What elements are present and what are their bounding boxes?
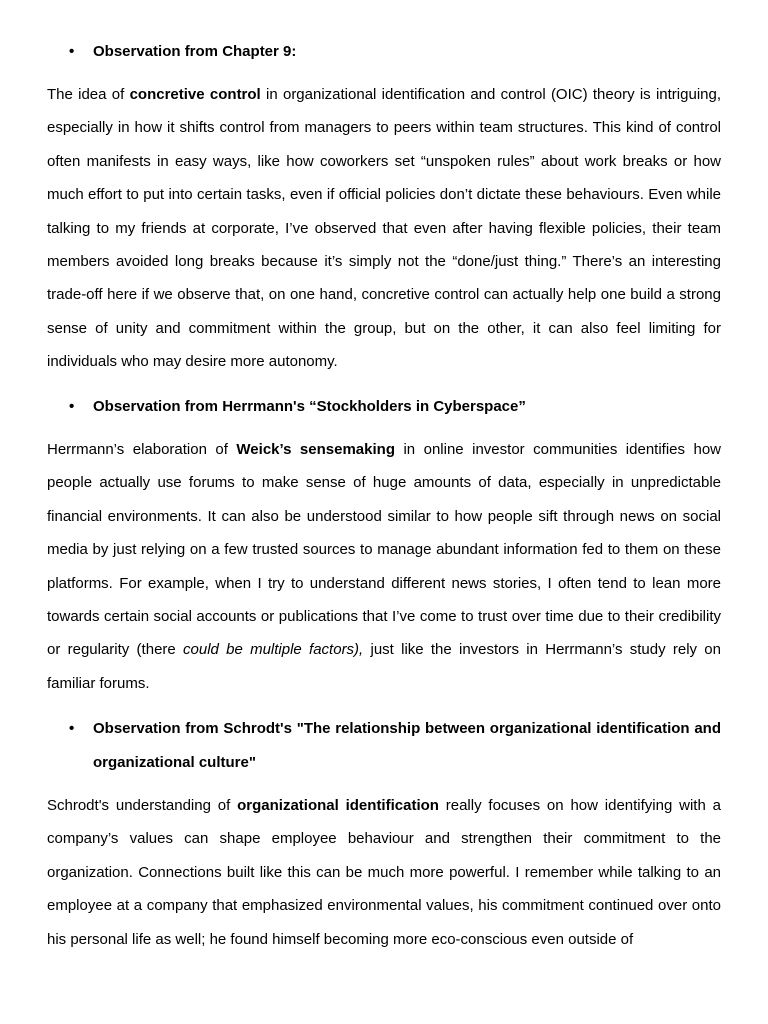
section-heading-schrodt: [47, 712, 721, 779]
bold-term: Weick’s sensemaking: [236, 441, 395, 458]
text-run: Schrodt's understanding of: [47, 797, 238, 814]
text-run: The idea of: [47, 86, 130, 103]
text-run: Herrmann’s elaboration of: [47, 441, 237, 458]
section-heading-herrmann: [47, 390, 721, 424]
paragraph-sensemaking: [47, 433, 721, 700]
text-run: just like the investors in Herrmann’s study rely on familiar forums.: [47, 641, 721, 692]
italic-phrase: could be multiple factors),: [183, 641, 364, 659]
heading-text: Observation from Herrmann's “Stockholders in Cyberspace”: [93, 398, 526, 415]
text-run: in online investor communities identifies how people actually use forums to make sense of huge amounts of data, especially in unpredictable financial environments. It can also be understood similar to how people sift through news on social media by just relying on a few trusted sources to manage abundant information fed to them on these platforms. For example, when I try to understand different news stories, I often tend to lean more towards certain social accounts or publications that I’ve come to trust over time due to their credibility or regularity (there: [47, 441, 721, 659]
bold-term: organizational identification: [237, 797, 439, 814]
text-run: really focuses on how identifying with a company’s values can shape employee behaviour and strengthen their commitment to the organization. Connections built like this can be much more powerful. I remember while talking to an employee at a company that emphasized environmental values, his commitment continued over onto his personal life as well; he found himself becoming more eco-conscious even outside of: [47, 797, 721, 948]
bullet-point: •: [69, 398, 75, 415]
section-heading-chapter-9: [47, 35, 721, 69]
bullet-point: •: [69, 720, 75, 737]
paragraph-concretive-control: [47, 78, 721, 379]
bullet-point: •: [69, 43, 75, 60]
heading-text: Observation from Chapter 9:: [93, 43, 297, 60]
text-run: in organizational identification and control (OIC) theory is intriguing, especially in how it shifts control from managers to peers within team structures. This kind of control often manifests in easy ways, like how coworkers set “unspoken rules” about work breaks or how much effort to put into certain tasks, even if official policies don’t dictate these behaviours. Even while talking to my friends at corporate, I’ve observed that even after having flexible policies, their team members avoided long breaks because it’s simply not the “done/just thing.” There’s an interesting trade-off here if we observe that, on one hand, concretive control can actually help one build a strong sense of unity and commitment within the group, but on the other, it can also feel limiting for individuals who may desire more autonomy.: [47, 86, 722, 371]
bold-term: concretive control: [129, 86, 261, 103]
heading-text: Observation from Schrodt's "The relationship between organizational identification and organizational culture": [93, 720, 721, 771]
paragraph-organizational-identification: [47, 789, 721, 956]
